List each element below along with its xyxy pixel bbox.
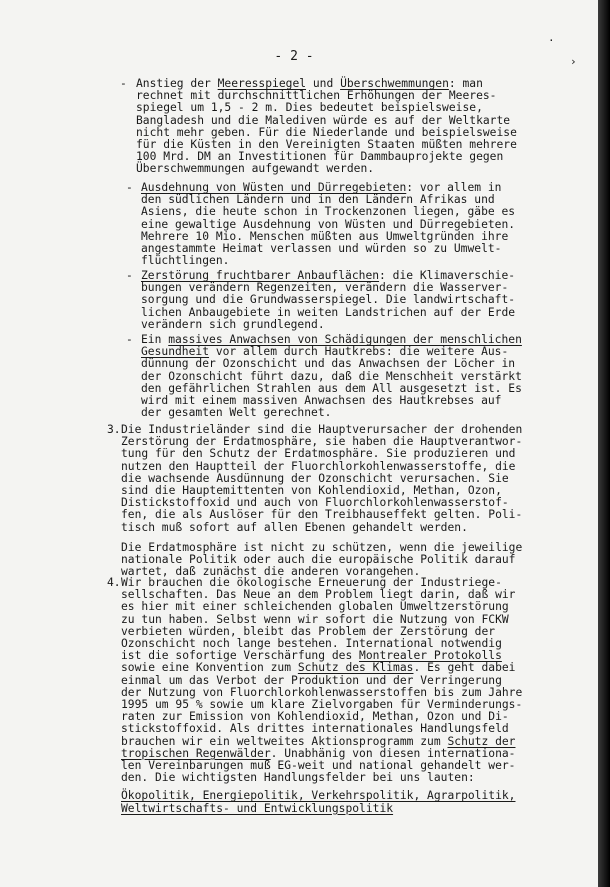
- text-segment: ist die sofortige Verschärfung des: [121, 649, 360, 663]
- text-segment: dünnung der Ozonschicht und das Anwachsen der Löcher in: [141, 357, 516, 371]
- text-segment: wartet, daß zunächst die anderen vorangehen.: [121, 565, 421, 579]
- text-segment: 100 Mrd. DM an Investitionen für Dammbauprojekte gegen: [136, 150, 504, 164]
- list-bullet: -: [126, 181, 133, 194]
- text-segment: : man: [448, 77, 483, 90]
- text-segment: brauchen wir ein weltweites Aktionsprogramm zum: [121, 734, 448, 748]
- text-segment: rechnet mit durchschnittlichen Erhöhungen der Meeres-: [136, 89, 497, 103]
- text-segment: Bangladesh und die Malediven würde es auf der Weltkarte: [136, 113, 511, 127]
- text-segment: : vor allem in: [406, 181, 502, 194]
- underlined-phrase: Montrealer Protokolls: [359, 649, 502, 663]
- text-segment: zu tun haben. Selbst wenn wir sofort die Nutzung von FCKW: [121, 612, 509, 626]
- text-segment: Wir brauchen die ökologische Erneuerung der Industriege-: [121, 576, 502, 589]
- text-segment: fen, die als Auslöser für den Treibhauseffekt gelten. Poli-: [121, 508, 523, 522]
- text-segment: Asiens, die heute schon in Trockenzonen liegen, gäbe es: [141, 205, 516, 219]
- text-segment: die wachsende Ausdünnung der Ozonschicht verursachen. Sie: [121, 471, 509, 485]
- text-segment: es hier mit einer schleichenden globalen Umweltzerstörung: [121, 600, 509, 614]
- list-number: 3.: [107, 423, 121, 436]
- margin-mark: ›: [570, 55, 577, 68]
- text-segment: len Vereinbarungen muß EG-weit und national gehandelt wer-: [121, 759, 516, 772]
- underlined-phrase: Ausdehnung von Wüsten und Dürregebieten: [141, 181, 407, 194]
- text-segment: 1995 um 95 % sowie um klare Zielvorgaben für Verminderungs-: [121, 698, 523, 711]
- text-segment: sind die Hauptemittenten von Kohlendioxid, Methan, Ozon,: [121, 484, 502, 497]
- underlined-phrase: massives Anwachsen von Schädigungen der menschlichen: [168, 333, 522, 346]
- underlined-phrase: tropischen Regenwälder: [121, 746, 271, 760]
- text-segment: den südlichen Ländern und in den Ländern Afrikas und: [141, 193, 495, 207]
- text-segment: tisch muß sofort auf allen Ebenen gehandelt werden.: [121, 520, 468, 534]
- text-segment: Distickstoffoxid und auch von Fluorchlorkohlenwasserstof-: [121, 496, 509, 510]
- page-number: - 2 -: [274, 49, 314, 64]
- text-segment: der gesamten Welt gerechnet.: [141, 406, 332, 420]
- text-segment: wird mit einem massiven Anwachsen des Hautkrebses auf: [141, 394, 502, 407]
- text-line: [121, 803, 393, 815]
- text-segment: Zerstörung der Erdatmosphäre, sie haben die Hauptverantwor-: [121, 435, 523, 449]
- underlined-phrase: Ökopolitik, Energiepolitik, Verkehrspolitik, Agrarpolitik,: [121, 789, 516, 803]
- text-line: [121, 522, 468, 534]
- text-segment: spiegel um 1,5 - 2 m. Dies bedeutet beispielsweise,: [136, 101, 483, 115]
- text-segment: einmal um das Verbot der Produktion und der Verringerung: [121, 673, 502, 687]
- underlined-phrase: Überschwemmungen: [340, 77, 449, 90]
- underlined-phrase: Schutz der: [447, 734, 516, 748]
- text-segment: für die Küsten in den Vereinigten Staaten müßten mehrere: [136, 138, 517, 151]
- text-segment: nutzen den Hauptteil der Fluorchlorkohlenwasserstoffe, die: [121, 459, 516, 473]
- text-segment: sellschaften. Das Neue an dem Problem liegt darin, daß wir: [121, 588, 516, 602]
- text-segment: eine gewaltige Ausdehnung von Wüsten und Dürregebieten.: [141, 217, 516, 231]
- text-segment: Mehrere 10 Mio. Menschen müßten aus Umweltgründen ihre: [141, 229, 509, 243]
- text-segment: Die Erdatmosphäre ist nicht zu schützen, wenn die jeweilige: [121, 540, 523, 554]
- text-segment: angestammte Heimat verlassen und würden so zu Umwelt-: [141, 242, 502, 255]
- list-bullet: -: [126, 269, 133, 282]
- list-bullet: -: [120, 77, 127, 90]
- margin-dot: ·: [548, 34, 555, 47]
- text-segment: flüchtlingen.: [141, 254, 230, 268]
- text-segment: verändern sich grundlegend.: [141, 317, 325, 331]
- text-segment: vor allem durch Hautkrebs: die weitere Aus-: [209, 345, 509, 359]
- text-line: [121, 772, 475, 784]
- text-segment: Überschwemmungen aufgewandt werden.: [136, 162, 375, 176]
- text-segment: Die Industrieländer sind die Hauptverursacher der drohenden: [121, 423, 523, 436]
- underlined-phrase: Weltwirtschafts- und Entwicklungspolitik: [121, 801, 394, 815]
- text-segment: . Unabhänig von diesen internationa-: [270, 746, 516, 760]
- text-segment: raten zur Emission von Kohlendioxid, Methan, Ozon und Di-: [121, 710, 509, 724]
- text-segment: nationale Politik oder auch die europäische Politik darauf: [121, 553, 516, 566]
- text-line: [141, 407, 331, 419]
- text-line: [141, 319, 325, 331]
- text-segment: stickstoffoxid. Als drittes internationales Handlungsfeld: [121, 722, 509, 736]
- list-bullet: -: [126, 333, 133, 346]
- underlined-phrase: Zerstörung fruchtbarer Anbauflächen: [141, 269, 380, 282]
- text-segment: tung für den Schutz der Erdatmosphäre. Sie produzieren und: [121, 447, 516, 461]
- text-segment: sowie eine Konvention zum: [121, 661, 298, 675]
- text-segment: Ein: [141, 333, 169, 346]
- text-segment: den gefährlichen Strahlen aus dem All ausgesetzt ist. Es: [141, 381, 522, 395]
- text-segment: Anstieg der: [136, 77, 218, 90]
- text-segment: . Es geht dabei: [413, 661, 516, 675]
- text-segment: verbieten würden, bleibt das Problem der Zerstörung der: [121, 624, 496, 638]
- scan-page-edge: [598, 0, 610, 887]
- text-segment: sorgung und die Grundwasserspiegel. Die landwirtschaft-: [141, 293, 516, 307]
- underlined-phrase: Gesundheit: [141, 345, 210, 359]
- underlined-phrase: Schutz des Klimas: [297, 661, 414, 675]
- text-segment: nicht mehr geben. Für die Niederlande und beispielsweise: [136, 125, 517, 139]
- text-segment: der Nutzung von Fluorchlorkohlenwasserstoffen bis zum Jahre: [121, 685, 523, 699]
- list-number: 4.: [107, 576, 121, 589]
- text-segment: bungen verändern Regenzeiten, verändern die Wasserver-: [141, 281, 509, 295]
- text-segment: : die Klimaverschie-: [379, 269, 516, 282]
- text-segment: lichen Anbaugebiete in weiten Landstrichen auf der Erde: [141, 305, 516, 319]
- underlined-phrase: Meeresspiegel: [217, 77, 307, 90]
- text-segment: und: [306, 77, 341, 90]
- text-segment: Ozonschicht noch lange bestehen. International notwendig: [121, 637, 502, 650]
- text-segment: der Ozonschicht führt dazu, daß die Menschheit verstärkt: [141, 369, 522, 383]
- text-segment: den. Die wichtigsten Handlungsfelder bei uns lauten:: [121, 771, 475, 785]
- text-line: [141, 255, 229, 267]
- text-line: [136, 163, 374, 175]
